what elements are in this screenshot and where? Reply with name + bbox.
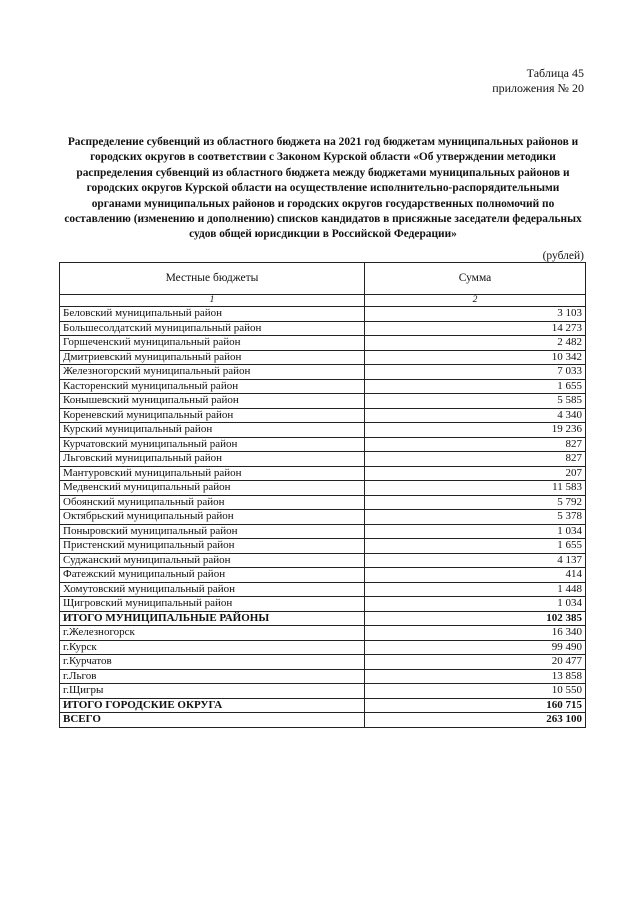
- budget-name-cell: Мантуровский муниципальный район: [60, 466, 365, 481]
- budget-name-cell: ВСЕГО: [60, 713, 365, 728]
- column-header-budgets: Местные бюджеты: [60, 263, 365, 295]
- table-row: [60, 452, 586, 467]
- budget-name-cell: Железногорский муниципальный район: [60, 365, 365, 380]
- budget-name-cell: Хомутовский муниципальный район: [60, 582, 365, 597]
- table-row: [60, 597, 586, 612]
- budget-sum-cell: 1 655: [364, 379, 585, 394]
- budget-name-cell: Обоянский муниципальный район: [60, 495, 365, 510]
- budget-sum-cell: 1 448: [364, 582, 585, 597]
- table-row: [60, 495, 586, 510]
- budget-name-cell: Курчатовский муниципальный район: [60, 437, 365, 452]
- budget-name-cell: Курский муниципальный район: [60, 423, 365, 438]
- budget-sum-cell: 5 792: [364, 495, 585, 510]
- budget-name-cell: Дмитриевский муниципальный район: [60, 350, 365, 365]
- budget-name-cell: Кореневский муниципальный район: [60, 408, 365, 423]
- units-label: (рублей): [542, 250, 584, 262]
- budget-sum-cell: 5 585: [364, 394, 585, 409]
- table-total-row: [60, 698, 586, 713]
- table-reference: [492, 66, 584, 96]
- budget-sum-cell: 5 378: [364, 510, 585, 525]
- budget-sum-cell: 102 385: [364, 611, 585, 626]
- table-row: [60, 524, 586, 539]
- budget-name-cell: Фатежский муниципальный район: [60, 568, 365, 583]
- budget-name-cell: г.Курск: [60, 640, 365, 655]
- budget-name-cell: Касторенский муниципальный район: [60, 379, 365, 394]
- table-row: [60, 568, 586, 583]
- table-row: [60, 539, 586, 554]
- budget-name-cell: Горшеченский муниципальный район: [60, 336, 365, 351]
- table-row: [60, 669, 586, 684]
- table-header-row: [60, 263, 586, 295]
- table-row: [60, 321, 586, 336]
- budget-name-cell: г.Железногорск: [60, 626, 365, 641]
- budget-sum-cell: 207: [364, 466, 585, 481]
- budget-name-cell: г.Льгов: [60, 669, 365, 684]
- table-row: [60, 365, 586, 380]
- budget-sum-cell: 1 034: [364, 524, 585, 539]
- budget-name-cell: ИТОГО ГОРОДСКИЕ ОКРУГА: [60, 698, 365, 713]
- table-row: [60, 466, 586, 481]
- budget-table: [59, 262, 586, 728]
- budget-name-cell: Медвенский муниципальный район: [60, 481, 365, 496]
- budget-sum-cell: 20 477: [364, 655, 585, 670]
- table-number: Таблица 45: [526, 66, 584, 80]
- budget-sum-cell: 11 583: [364, 481, 585, 496]
- budget-sum-cell: 7 033: [364, 365, 585, 380]
- budget-name-cell: Октябрьский муниципальный район: [60, 510, 365, 525]
- table-row: [60, 379, 586, 394]
- budget-name-cell: Щигровский муниципальный район: [60, 597, 365, 612]
- table-row: [60, 655, 586, 670]
- table-row: [60, 640, 586, 655]
- table-row: [60, 423, 586, 438]
- table-row: [60, 510, 586, 525]
- table-row: [60, 626, 586, 641]
- table-total-row: [60, 611, 586, 626]
- budget-name-cell: г.Курчатов: [60, 655, 365, 670]
- budget-name-cell: Беловский муниципальный район: [60, 307, 365, 322]
- budget-sum-cell: 14 273: [364, 321, 585, 336]
- budget-sum-cell: 1 655: [364, 539, 585, 554]
- table-row: [60, 408, 586, 423]
- budget-sum-cell: 160 715: [364, 698, 585, 713]
- budget-name-cell: Льговский муниципальный район: [60, 452, 365, 467]
- table-row: [60, 307, 586, 322]
- budget-sum-cell: 99 490: [364, 640, 585, 655]
- budget-sum-cell: 263 100: [364, 713, 585, 728]
- budget-name-cell: г.Щигры: [60, 684, 365, 699]
- table-row: [60, 553, 586, 568]
- budget-sum-cell: 1 034: [364, 597, 585, 612]
- column-index-1: 1: [60, 295, 365, 307]
- document-title: Распределение субвенций из областного бюджета на 2021 год бюджетам муниципальных районов и городских округов в соответствии с Законом Курской области «Об утверждении методики распределения субвенций из областного бюджета между бюджетами муниципальных районов и городских округов Курской области на осуществление исполнительно-распорядительными органами муниципальных районов и городских округов государственных полномочий по составлению (изменению и дополнению) списков кандидатов в присяжные заседатели федеральных судов общей юрисдикции в Российской Федерации»: [64, 136, 582, 241]
- budget-sum-cell: 2 482: [364, 336, 585, 351]
- budget-sum-cell: 827: [364, 452, 585, 467]
- budget-sum-cell: 414: [364, 568, 585, 583]
- budget-name-cell: Поныровский муниципальный район: [60, 524, 365, 539]
- table-row: [60, 350, 586, 365]
- budget-sum-cell: 16 340: [364, 626, 585, 641]
- table-row: [60, 582, 586, 597]
- column-index-row: [60, 295, 586, 307]
- appendix-number: приложения № 20: [492, 81, 584, 95]
- budget-sum-cell: 19 236: [364, 423, 585, 438]
- table-row: [60, 481, 586, 496]
- table-row: [60, 336, 586, 351]
- table-row: [60, 437, 586, 452]
- budget-name-cell: Суджанский муниципальный район: [60, 553, 365, 568]
- table-row: [60, 394, 586, 409]
- budget-name-cell: Большесолдатский муниципальный район: [60, 321, 365, 336]
- budget-sum-cell: 10 342: [364, 350, 585, 365]
- column-index-2: 2: [364, 295, 585, 307]
- budget-name-cell: ИТОГО МУНИЦИПАЛЬНЫЕ РАЙОНЫ: [60, 611, 365, 626]
- budget-name-cell: Конышевский муниципальный район: [60, 394, 365, 409]
- budget-sum-cell: 10 550: [364, 684, 585, 699]
- budget-sum-cell: 827: [364, 437, 585, 452]
- table-body: [60, 307, 586, 728]
- column-header-sum: Сумма: [364, 263, 585, 295]
- budget-name-cell: Пристенский муниципальный район: [60, 539, 365, 554]
- budget-sum-cell: 4 137: [364, 553, 585, 568]
- budget-sum-cell: 3 103: [364, 307, 585, 322]
- table-total-row: [60, 713, 586, 728]
- table-row: [60, 684, 586, 699]
- budget-sum-cell: 4 340: [364, 408, 585, 423]
- budget-sum-cell: 13 858: [364, 669, 585, 684]
